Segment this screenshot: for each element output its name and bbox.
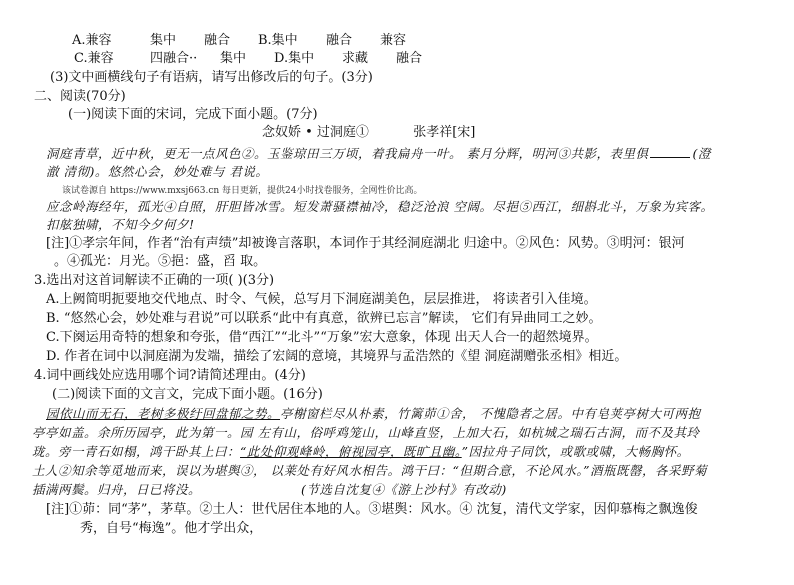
poem-note-1: [注]①孝宗年间，作者“治有声绩”却被谗言落职，本词作于其经洞庭湖北 归途中。②风色：风势。③明河：银河 — [46, 236, 685, 251]
prose-note-1: [注]①茆：同“茅”，茅草。②土人：世代居住本地的人。③堪舆：风水。④ 沈复，清代文学家，因仰慕梅之飘逸俊 — [46, 502, 698, 517]
poem-line-4: 扣舷独啸，不知今夕何夕! — [46, 217, 195, 232]
question-3-choose: 3.选出对这首词解读不正确的一项( )(3分) — [34, 273, 275, 288]
prose-line-4: 土人②知余等觅地而来，误以为堪舆③， 以莱处有好风水相告。鸿干曰：“但期合意，不论风水。”酒瓶既罄，各采野菊 — [32, 463, 708, 478]
choice-b: B. “悠然心会，妙处难与君说”可以联系“此中有真意，欲辨已忘言”解读， 它们有异曲同工之妙。 — [46, 311, 602, 326]
poem-title — [262, 124, 475, 142]
option-b-3: 兼容 — [380, 33, 407, 48]
option-b-2: 融合 — [326, 33, 353, 48]
poem-line-3: 应念岭海经年，孤光④自照，肝胆皆冰雪。短发萧骚襟袖冷，稳泛沧浪 空阔。尽挹⑤西江，细斟北斗，万象为宾客。 — [46, 199, 714, 214]
option-c-2: 四融合·· — [150, 51, 198, 66]
prose-underlined-1: 园依山而无石，老树多极纡回盘郁之势。 — [46, 406, 281, 421]
option-c-1: C.兼容 — [74, 51, 114, 66]
choice-c: C.下阕运用奇特的想象和夸张，借“西江”“北斗”“万象”宏大意象，体现 出天人合一的超然境界。 — [46, 330, 598, 345]
poem-title-text: 念奴娇 • 过洞庭① — [262, 125, 369, 140]
question-4: 4.词中画线处应选用哪个词?请简述理由。(4分) — [34, 368, 306, 383]
section-2-heading: 二、阅读(70分) — [34, 89, 126, 104]
prose-line-3: 珑。旁一青石如榻，鸿干卧其上曰：“此处仰观峰岭，俯视园亭，既旷且幽。”因拉舟子同饮，或歌或啸，大畅胸怀。 — [32, 444, 690, 459]
prose-underlined-2: “此处仰观峰岭，俯视园亭，既旷且幽。 — [240, 444, 462, 459]
option-b-1: B.集中 — [258, 33, 298, 48]
prose-source: (节选自沈复④《游上沙村》有改动) — [301, 482, 507, 497]
question-3-sentence: (3)文中画横线句子有语病，请写出修改后的句子。(3分) — [50, 70, 373, 85]
option-a-3: 融合 — [204, 33, 231, 48]
prose-note-2: 秀，自号“梅逸”。他才学出众， — [80, 521, 263, 536]
options-row-1 — [72, 32, 420, 50]
option-a-1: A.兼容 — [72, 33, 112, 48]
options-row-2 — [74, 50, 436, 68]
choice-a: A.上阙简明扼要地交代地点、时令、气候，总写月下洞庭湖美色，层层推进， 将读者引入佳境。 — [46, 292, 597, 307]
part-2-heading: (二)阅读下面的文言文，完成下面小题。(16分) — [52, 387, 323, 402]
option-d-3: 融合 — [396, 51, 423, 66]
option-a-2: 集中 — [150, 33, 177, 48]
option-d-2: 求藏 — [342, 51, 369, 66]
option-c-3: 集中 — [220, 51, 247, 66]
poem-line-1: 洞庭青草，近中秋，更无一点风色②。玉鉴琼田三万顷，着我扁舟一叶。 素月分辉，明河③共影，表里俱 (澄 — [46, 146, 711, 161]
prose-line-1: 园依山而无石，老树多极纡回盘郁之势。亭榭窗栏尽从朴素，竹篱茆①舍， 不愧隐者之居。中有皂荚亭树大可两抱 — [46, 406, 701, 421]
poem-line-2: 澈 清彻)。悠然心会，妙处难与 君说。 — [46, 164, 269, 179]
answer-blank[interactable] — [650, 145, 690, 158]
prose-line-2: 亭亭如盖。余所历园亭，此为第一。园 左有山，俗呼鸡笼山，山峰直竖，上加大石，如杭城之瑞石古洞，而不及其玲 — [32, 425, 700, 440]
option-d-1: D.集中 — [274, 51, 315, 66]
poem-author: 张孝祥[宋] — [413, 125, 476, 140]
poem-note-2: 。④孤光：月光。⑤挹：盛，舀 取。 — [54, 254, 267, 269]
part-1-heading: (一)阅读下面的宋词，完成下面小题。(7分) — [68, 107, 318, 122]
watermark-text: 该试卷源自 https://www.mxsj663.cn 每日更新，提供24小时找卷服务，全网性价比高。 — [62, 186, 423, 196]
choice-d: D. 作者在词中以洞庭湖为发端，描绘了宏阔的意境，其境界与孟浩然的《望 洞庭湖赠张丞相》相近。 — [46, 349, 628, 364]
prose-line-5: 插满两鬓。归舟，日已将没。 (节选自沈复④《游上沙村》有改动) — [32, 482, 507, 497]
